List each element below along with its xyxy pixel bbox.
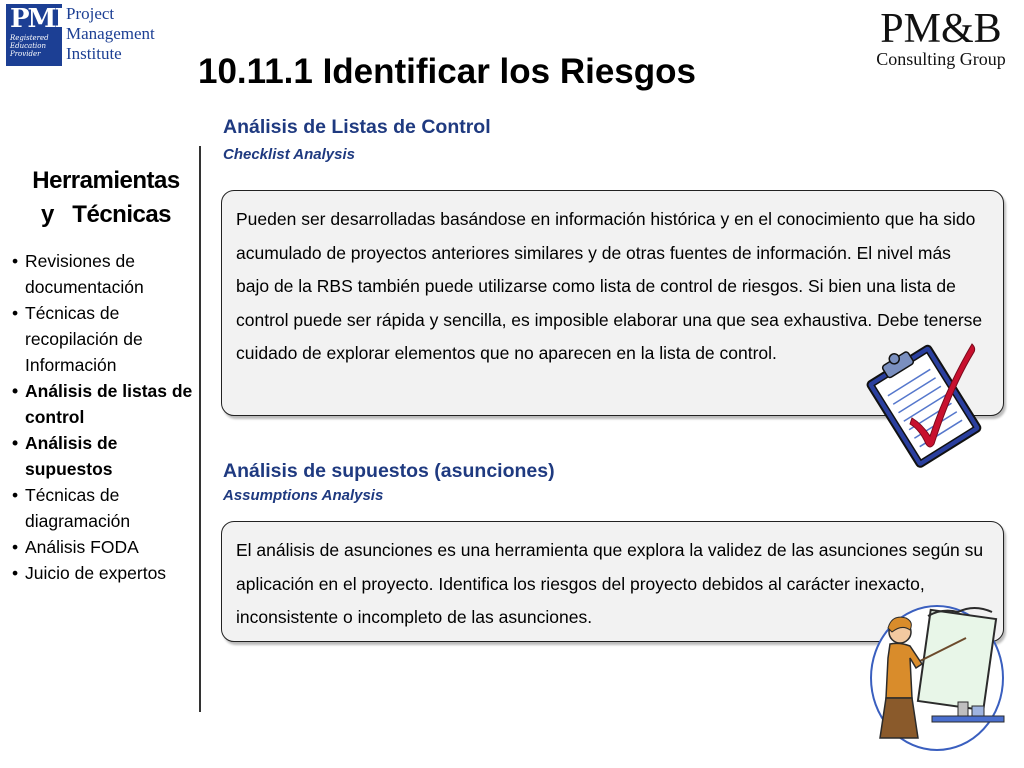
page-title: 10.11.1 Identificar los Riesgos [198,52,696,91]
list-item: • Juicio de expertos [12,560,196,586]
list-item: • Análisis de supuestos [12,430,196,482]
pmi-mark [6,4,65,66]
pmi-mark-letters: PMI [10,4,65,34]
pmb-logo [866,8,1016,72]
checklist-section-subtitle: Checklist Analysis [223,146,356,163]
pmi-logo [6,4,156,68]
list-item: • Técnicas de recopilación de Información [12,300,196,378]
assumptions-description: El análisis de asunciones es una herramienta que explora la validez de las asunciones según su aplicación en el proyecto. Identifica los riesgos del proyecto debidos al carácter inexacto, inconsistente o incompleto de las asunciones. [236,540,984,627]
pmi-name: Project Management Institute [66,4,155,63]
sidebar-heading [14,164,198,232]
assumptions-section-title: Análisis de supuestos (asunciones) [223,460,555,482]
checklist-section-title: Análisis de Listas de Control [223,116,491,138]
pmb-logo-subtitle: Consulting Group [876,49,1006,69]
list-item: • Análisis de listas de control [12,378,196,430]
sidebar-heading-line2: y Técnicas [40,201,172,228]
clipboard-checklist-icon [860,338,990,472]
assumptions-section-subtitle: Assumptions Analysis [223,487,384,504]
sidebar-heading-line1: Herramientas [32,167,180,194]
presenter-at-board-icon [862,598,1012,758]
list-item: • Revisiones de documentación [12,248,196,300]
pmi-mark-sub: Registered Education Provider [10,34,49,58]
tools-list [12,248,196,586]
vertical-divider [199,146,201,712]
pmb-logo-title: PM&B [880,6,1002,52]
checklist-description: Pueden ser desarrolladas basándose en información histórica y en el conocimiento que ha sido acumulado de proyectos anteriores similares y de otras fuentes de información. El nivel más bajo de la RBS también puede utilizarse como lista de control de riesgos. Si bien una lista de control puede ser rápida y sencilla, es imposible elaborar una que sea exhaustiva. Debe tenerse cuidado de explorar elementos que no aparecen en la lista de control. [236,209,983,363]
list-item: • Análisis FODA [12,534,196,560]
list-item: • Técnicas de diagramación [12,482,196,534]
